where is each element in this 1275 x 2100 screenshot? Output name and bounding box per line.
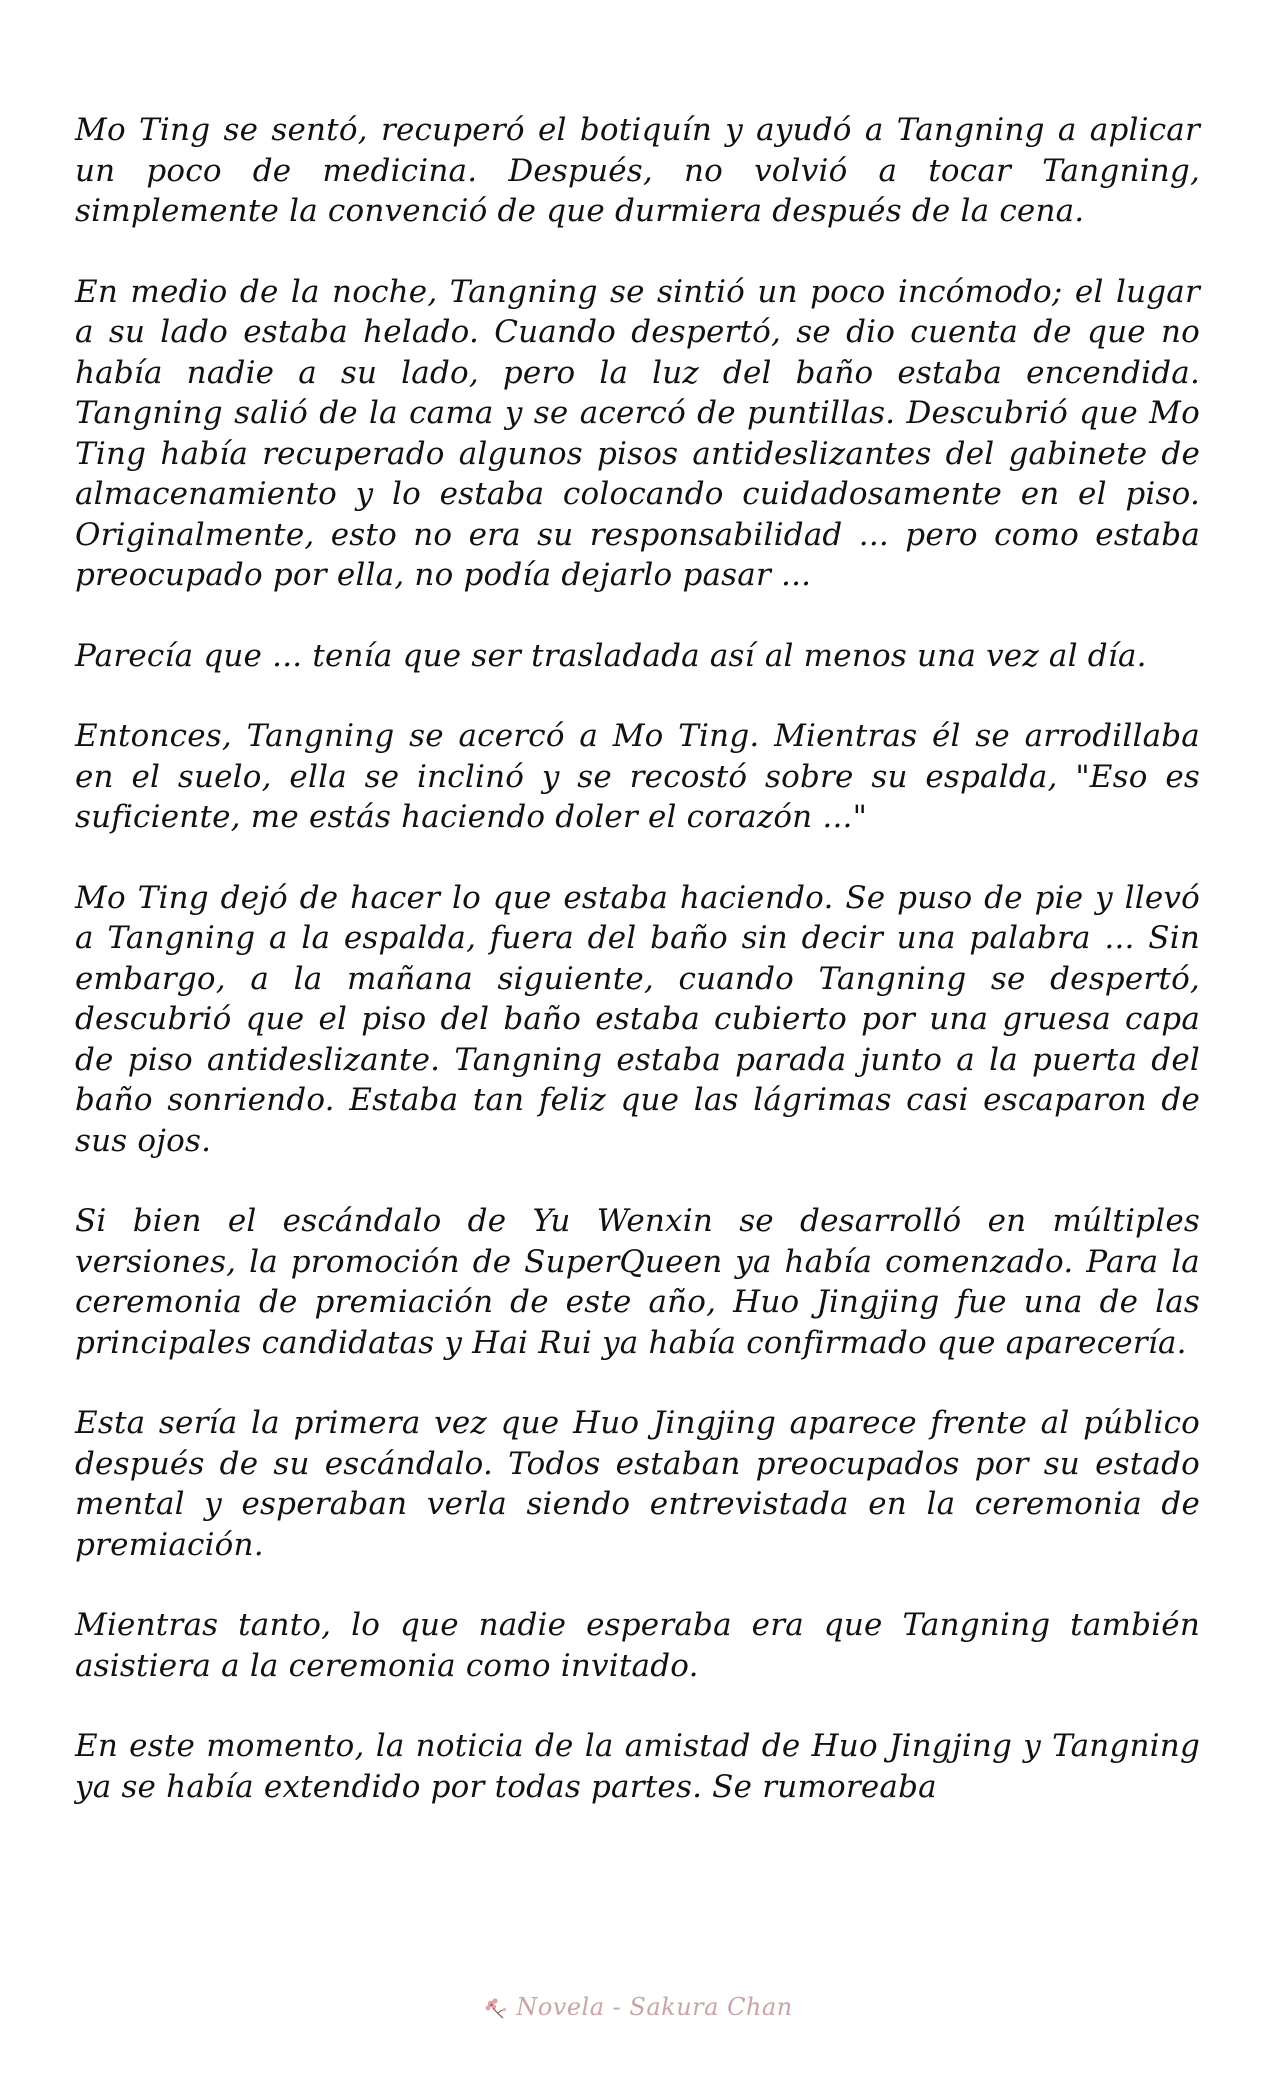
paragraph-2: En medio de la noche, Tangning se sintió un poco incómodo; el lugar a su lado estaba helado. Cuando despertó, se dio cuenta de que no había nadie a su lado, pero la luz del baño estaba encendida. Tangning salió de la cama y se acercó de puntillas. Descubrió que Mo Ting había recuperado algunos pisos antideslizantes del gabinete de almacenamiento y lo estaba colocando cuidadosamente en el piso. Originalmente, esto no era su responsabilidad ... pero como estaba preocupado por ella, no podía dejarlo pasar ... — [75, 273, 1200, 593]
paragraph-1: Mo Ting se sentó, recuperó el botiquín y ayudó a Tangning a aplicar un poco de medicina. Después, no volvió a tocar Tangning, simplemente la convenció de que durmiera después de la cena. — [75, 112, 1200, 229]
paragraph-8: Mientras tanto, lo que nadie esperaba era que Tangning también asistiera a la ceremonia como invitado. — [75, 1607, 1200, 1684]
paragraph-5: Mo Ting dejó de hacer lo que estaba haciendo. Se puso de pie y llevó a Tangning a la espalda, fuera del baño sin decir una palabra ... Sin embargo, a la mañana siguiente, cuando Tangning se despertó, descubrió que el piso del baño estaba cubierto por una gruesa capa de piso antideslizante. Tangning estaba parada junto a la puerta del baño sonriendo. Estaba tan feliz que las lágrimas casi escaparon de sus ojos. — [75, 879, 1200, 1159]
paragraph-7: Esta sería la primera vez que Huo Jingjing aparece frente al público después de su escándalo. Todos estaban preocupados por su estado mental y esperaban verla siendo entrevistada en la ceremonia de premiación. — [75, 1405, 1200, 1563]
footer-watermark — [0, 1993, 1275, 2022]
paragraph-9: En este momento, la noticia de la amistad de Huo Jingjing y Tangning ya se había extendido por todas partes. Se rumoreaba — [75, 1728, 1200, 1805]
paragraph-3: Parecía que ... tenía que ser trasladada así al menos una vez al día. — [75, 637, 1147, 674]
sakura-flower-icon — [482, 1996, 510, 2022]
paragraph-6: Si bien el escándalo de Yu Wenxin se desarrolló en múltiples versiones, la promoción de SuperQueen ya había comenzado. Para la ceremonia de premiación de este año, Huo Jingjing fue una de las principales candidatas y Hai Rui ya había confirmado que aparecería. — [75, 1203, 1200, 1361]
document-body — [75, 110, 1200, 1847]
paragraph-4: Entonces, Tangning se acercó a Mo Ting. Mientras él se arrodillaba en el suelo, ella se inclinó y se recostó sobre su espalda, "Eso es suficiente, me estás haciendo doler el corazón ..." — [75, 718, 1200, 835]
footer-text: Novela - Sakura Chan — [516, 1993, 793, 2021]
